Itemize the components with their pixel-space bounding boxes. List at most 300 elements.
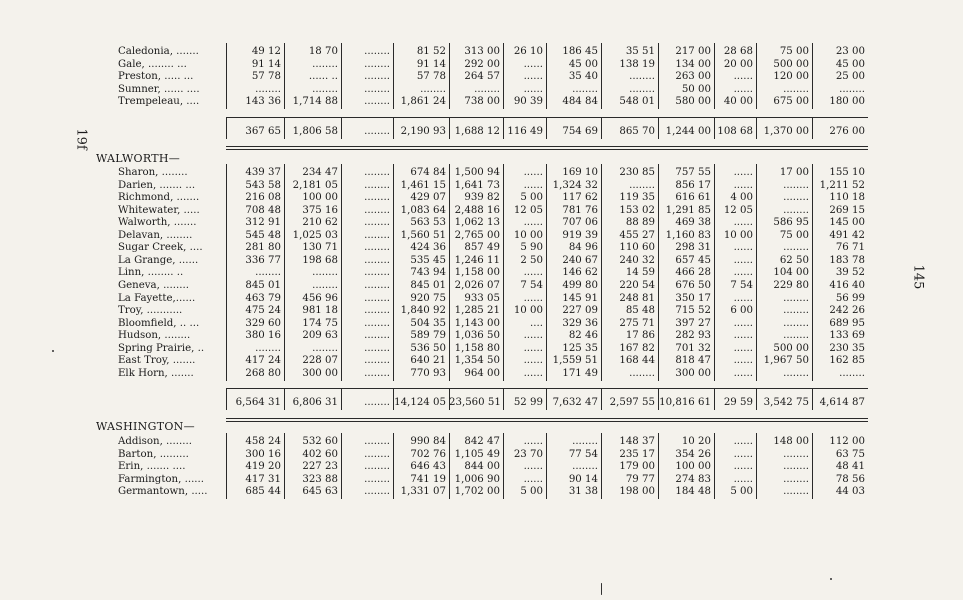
amount-cell: ........ [572,461,598,473]
amount-cell: ........ [783,486,809,498]
town-name: Linn, ........ .. [118,267,184,279]
amount-cell: ........ [839,367,865,379]
amount-cell: ........ [783,242,809,254]
amount-cell: 738 00 [464,96,500,108]
amount-cell: 7 54 [730,279,753,291]
amount-cell: 675 00 [773,96,809,108]
amount-cell: ...... [523,179,543,191]
column-rule [812,117,813,139]
total-cell: 1,806 58 [292,126,338,137]
column-rule [714,388,715,410]
column-rule [284,433,285,499]
amount-cell: 23 70 [513,448,543,460]
amount-cell: 10 00 [723,229,753,241]
total-cell: 367 65 [245,126,281,137]
amount-cell: 939 82 [464,192,500,204]
amount-cell: 1,861 24 [400,96,446,108]
table-row [0,83,963,96]
amount-cell: 781 76 [562,204,598,216]
column-rule [812,164,813,381]
amount-cell: 85 48 [625,305,655,317]
town-name: Sugar Creek, .... [118,242,203,254]
amount-cell: 45 00 [568,58,598,70]
table-row [0,279,963,292]
column-rule [714,117,715,139]
amount-cell: 179 00 [619,461,655,473]
amount-cell: 5 00 [730,486,753,498]
amount-cell: 475 24 [245,305,281,317]
amount-cell: 300 00 [675,367,711,379]
town-name: La Grange, ...... [118,254,199,266]
column-rule [658,43,659,109]
total-cell: 29 59 [723,397,753,408]
table-row [0,367,963,380]
town-name: Spring Prairie, .. [118,342,205,354]
town-name: La Fayette,...... [118,292,196,304]
amount-cell: 702 76 [410,448,446,460]
amount-cell: 25 00 [835,71,865,83]
amount-cell: 5 00 [520,192,543,204]
amount-cell: 167 82 [619,342,655,354]
amount-cell: 1,461 15 [400,179,446,191]
town-name: Preston, ..... ... [118,71,194,83]
table-row [0,448,963,461]
amount-cell: 439 37 [245,167,281,178]
amount-cell: 919 39 [562,229,598,241]
column-rule [714,164,715,381]
amount-cell: 275 71 [619,317,655,329]
amount-cell: 770 93 [410,367,446,379]
amount-cell: 469 38 [675,217,711,229]
amount-cell: ...... [523,292,543,304]
amount-cell: 2,488 16 [454,204,500,216]
amount-cell: 298 31 [675,242,711,254]
amount-cell: 499 80 [562,279,598,291]
amount-cell: 12 05 [513,204,543,216]
amount-cell: 57 78 [416,71,446,83]
amount-cell: 227 09 [562,305,598,317]
amount-cell: 14 59 [625,267,655,279]
amount-cell: 2,026 07 [454,279,500,291]
table-row [0,95,963,108]
amount-cell: 40 00 [723,96,753,108]
amount-cell: 1,500 94 [454,167,500,178]
amount-cell: 990 84 [410,436,446,447]
column-rule [393,433,394,499]
amount-cell: 350 17 [675,292,711,304]
total-cell: 10,816 61 [659,397,711,408]
amount-cell: 76 71 [835,242,865,254]
amount-cell: ........ [364,58,390,70]
amount-cell: 504 35 [410,317,446,329]
amount-cell: 82 46 [568,330,598,342]
amount-cell: 229 80 [773,279,809,291]
column-rule [226,433,227,499]
amount-cell: 1,158 80 [454,342,500,354]
amount-cell: ........ [255,267,281,279]
table-row [0,191,963,204]
amount-cell: 28 68 [723,46,753,57]
total-cell: 1,370 00 [763,126,809,137]
amount-cell: ........ [364,71,390,83]
amount-cell: ...... [523,473,543,485]
amount-cell: 933 05 [464,292,500,304]
amount-cell: 545 48 [245,229,281,241]
column-rule [546,117,547,139]
amount-cell: ........ [364,292,390,304]
town-name: Barton, ......... [118,448,189,460]
amount-cell: 112 00 [829,436,865,447]
amount-cell: 532 60 [302,436,338,447]
amount-cell: 268 80 [245,367,281,379]
amount-cell: ........ [364,46,390,57]
total-cell: 116 49 [507,126,543,137]
amount-cell: 148 37 [619,436,655,447]
amount-cell: 380 16 [245,330,281,342]
amount-cell: 162 85 [829,355,865,367]
total-row [0,396,963,409]
amount-cell: 2,181 05 [292,179,338,191]
table-row [0,70,963,83]
amount-cell: 110 60 [619,242,655,254]
amount-cell: 228 07 [302,355,338,367]
table-row [0,354,963,367]
column-rule [546,43,547,109]
amount-cell: 312 91 [245,217,281,229]
amount-cell: 1,062 13 [454,217,500,229]
total-row [0,125,963,138]
amount-cell: ........ [629,179,655,191]
total-cell: ........ [364,126,390,137]
total-cell: 108 68 [717,126,753,137]
amount-cell: 616 61 [675,192,711,204]
amount-cell: 75 00 [779,229,809,241]
amount-cell: 676 50 [675,279,711,291]
amount-cell: ...... [733,254,753,266]
amount-cell: ........ [839,83,865,95]
column-rule [226,43,227,109]
amount-cell: 292 00 [464,58,500,70]
amount-cell: 81 52 [416,46,446,57]
town-name: Troy, ........... [118,305,183,317]
table-row [0,292,963,305]
amount-cell: ...... [523,217,543,229]
amount-cell: ........ [420,83,446,95]
amount-cell: ........ [364,486,390,498]
amount-cell: 300 00 [302,367,338,379]
amount-cell: ...... [733,473,753,485]
amount-cell: 1,291 85 [665,204,711,216]
total-cell: 7,632 47 [552,397,598,408]
total-cell: 14,124 05 [394,397,446,408]
amount-cell: 689 95 [829,317,865,329]
amount-cell: 75 00 [779,46,809,57]
column-rule [449,117,450,139]
town-name: Gale, ........ ... [118,58,187,70]
column-rule [714,43,715,109]
column-rule [341,164,342,381]
amount-cell: ........ [783,179,809,191]
amount-cell: ........ [783,448,809,460]
amount-cell: 1,354 50 [454,355,500,367]
column-rule [601,388,602,410]
amount-cell: 1,331 07 [400,486,446,498]
table-row [0,166,963,179]
amount-cell: 375 16 [302,204,338,216]
amount-cell: ........ [364,279,390,291]
amount-cell: 62 50 [779,254,809,266]
amount-cell: 17 00 [779,167,809,178]
table-row [0,58,963,71]
amount-cell: ........ [312,83,338,95]
amount-cell: 674 84 [410,167,446,178]
amount-cell: ...... [733,242,753,254]
amount-cell: ...... [523,342,543,354]
column-rule [756,433,757,499]
amount-cell: ...... [523,267,543,279]
town-name: Addison, ........ [118,436,192,447]
amount-cell: 91 14 [251,58,281,70]
total-cell: 3,542 75 [763,397,809,408]
amount-cell: 707 06 [562,217,598,229]
amount-cell: 138 19 [619,58,655,70]
amount-cell: 119 35 [619,192,655,204]
town-name: Delavan, ........ [118,229,193,241]
amount-cell: 198 00 [619,486,655,498]
amount-cell: 90 39 [513,96,543,108]
amount-cell: 1,036 50 [454,330,500,342]
amount-cell: 1,285 21 [454,305,500,317]
amount-cell: 17 86 [625,330,655,342]
subtotal-rule [226,117,868,118]
table-row [0,254,963,267]
amount-cell: 491 42 [829,229,865,241]
column-rule [503,43,504,109]
amount-cell: ...... [523,83,543,95]
total-cell: 1,688 12 [454,126,500,137]
column-rule [658,433,659,499]
amount-cell: ........ [364,217,390,229]
column-rule [503,388,504,410]
amount-cell: 216 08 [245,192,281,204]
amount-cell: 336 77 [245,254,281,266]
amount-cell: ........ [783,317,809,329]
amount-cell: 417 31 [245,473,281,485]
amount-cell: 91 14 [416,58,446,70]
amount-cell: ........ [364,330,390,342]
table-row [0,45,963,58]
table-row [0,216,963,229]
town-name: Erin, ....... .... [118,461,186,473]
amount-cell: 1,324 32 [552,179,598,191]
amount-cell: 230 85 [619,167,655,178]
amount-cell: 240 67 [562,254,598,266]
amount-cell: 1,158 00 [454,267,500,279]
amount-cell: 1,160 83 [665,229,711,241]
column-rule [341,117,342,139]
amount-cell: ........ [572,436,598,447]
amount-cell: 1,246 11 [454,254,500,266]
amount-cell: 589 79 [410,330,446,342]
amount-cell: 580 00 [675,96,711,108]
amount-cell: 18 70 [308,46,338,57]
town-name: Geneva, ........ [118,279,189,291]
amount-cell: 844 00 [464,461,500,473]
amount-cell: 857 49 [464,242,500,254]
amount-cell: 818 47 [675,355,711,367]
print-speck [830,578,832,580]
town-name: Sumner, ...... .... [118,83,200,95]
column-rule [503,117,504,139]
amount-cell: 230 35 [829,342,865,354]
amount-cell: 269 15 [829,204,865,216]
amount-cell: 155 10 [829,167,865,178]
amount-cell: 1,967 50 [763,355,809,367]
amount-cell: 1,083 64 [400,204,446,216]
county-heading: WASHINGTON— [96,420,195,433]
amount-cell: 5 00 [520,486,543,498]
amount-cell: 4 00 [730,192,753,204]
column-rule [812,388,813,410]
amount-cell: ........ [364,267,390,279]
town-name: Hudson, ........ [118,330,191,342]
amount-cell: 402 60 [302,448,338,460]
amount-cell: 77 54 [568,448,598,460]
amount-cell: 20 00 [723,58,753,70]
town-name: Walworth, ....... [118,217,197,229]
total-cell: 276 00 [829,126,865,137]
amount-cell: 1,559 51 [552,355,598,367]
amount-cell: 429 07 [410,192,446,204]
amount-cell: ........ [783,292,809,304]
table-row [0,342,963,355]
amount-cell: 117 62 [562,192,598,204]
amount-cell: 2 50 [520,254,543,266]
table-row [0,317,963,330]
amount-cell: ...... [733,267,753,279]
amount-cell: 57 78 [251,71,281,83]
total-cell: 754 69 [562,126,598,137]
column-rule [601,117,602,139]
column-rule [393,164,394,381]
column-rule [503,164,504,381]
table-row [0,435,963,448]
column-rule [226,164,227,381]
amount-cell: 110 18 [829,192,865,204]
amount-cell: 133 69 [829,330,865,342]
amount-cell: 35 40 [568,71,598,83]
amount-cell: 184 48 [675,486,711,498]
page-number-right: 145 [910,264,926,290]
amount-cell: ........ [364,254,390,266]
amount-cell: 417 24 [245,355,281,367]
column-rule [393,43,394,109]
amount-cell: 90 14 [568,473,598,485]
amount-cell: ........ [783,83,809,95]
subtotal-rule [226,388,868,389]
column-rule [714,433,715,499]
amount-cell: ........ [312,279,338,291]
amount-cell: 240 32 [619,254,655,266]
amount-cell: 586 95 [773,217,809,229]
column-rule [284,388,285,410]
amount-cell: 263 00 [675,71,711,83]
amount-cell: ........ [629,71,655,83]
amount-cell: 1,840 92 [400,305,446,317]
column-rule [284,117,285,139]
amount-cell: 180 00 [829,96,865,108]
amount-cell: 548 01 [619,96,655,108]
amount-cell: 56 99 [835,292,865,304]
amount-cell: 148 00 [773,436,809,447]
amount-cell: 23 00 [835,46,865,57]
amount-cell: 186 45 [562,46,598,57]
amount-cell: 500 00 [773,58,809,70]
amount-cell: 1,702 00 [454,486,500,498]
column-rule [601,164,602,381]
amount-cell: 466 28 [675,267,711,279]
amount-cell: ...... [523,461,543,473]
amount-cell: ...... [733,461,753,473]
column-rule [284,164,285,381]
column-rule [226,388,227,410]
amount-cell: 31 38 [568,486,598,498]
page-number-left: 19f [73,128,89,150]
amount-cell: 169 10 [562,167,598,178]
amount-cell: ........ [364,305,390,317]
column-rule [658,388,659,410]
amount-cell: ........ [783,367,809,379]
town-name: Elk Horn, ....... [118,367,194,379]
table-row [0,485,963,498]
amount-cell: ...... .. [308,71,338,83]
amount-cell: ...... [733,179,753,191]
amount-cell: ........ [474,83,500,95]
amount-cell: 227 23 [302,461,338,473]
column-rule [393,388,394,410]
amount-cell: 174 75 [302,317,338,329]
amount-cell: 281 80 [245,242,281,254]
town-name: East Troy, ....... [118,355,196,367]
column-rule [546,388,547,410]
amount-cell: 563 53 [410,217,446,229]
amount-cell: ........ [312,58,338,70]
amount-cell: ........ [629,367,655,379]
amount-cell: 419 20 [245,461,281,473]
amount-cell: 198 68 [302,254,338,266]
amount-cell: 2,765 00 [454,229,500,241]
town-name: Farmington, ...... [118,473,205,485]
amount-cell: ........ [629,83,655,95]
amount-cell: 153 02 [619,204,655,216]
amount-cell: 171 49 [562,367,598,379]
table-row [0,460,963,473]
amount-cell: 35 51 [625,46,655,57]
amount-cell: 143 36 [245,96,281,108]
column-rule [756,388,757,410]
amount-cell: 1,560 51 [400,229,446,241]
amount-cell: ...... [733,217,753,229]
column-rule [341,43,342,109]
amount-cell: 44 03 [835,486,865,498]
total-double-rule [226,418,868,422]
amount-cell: 220 54 [619,279,655,291]
amount-cell: 456 96 [302,292,338,304]
amount-cell: 920 75 [410,292,446,304]
amount-cell: 39 52 [835,267,865,279]
amount-cell: ........ [364,242,390,254]
town-name: Whitewater, ..... [118,204,200,216]
